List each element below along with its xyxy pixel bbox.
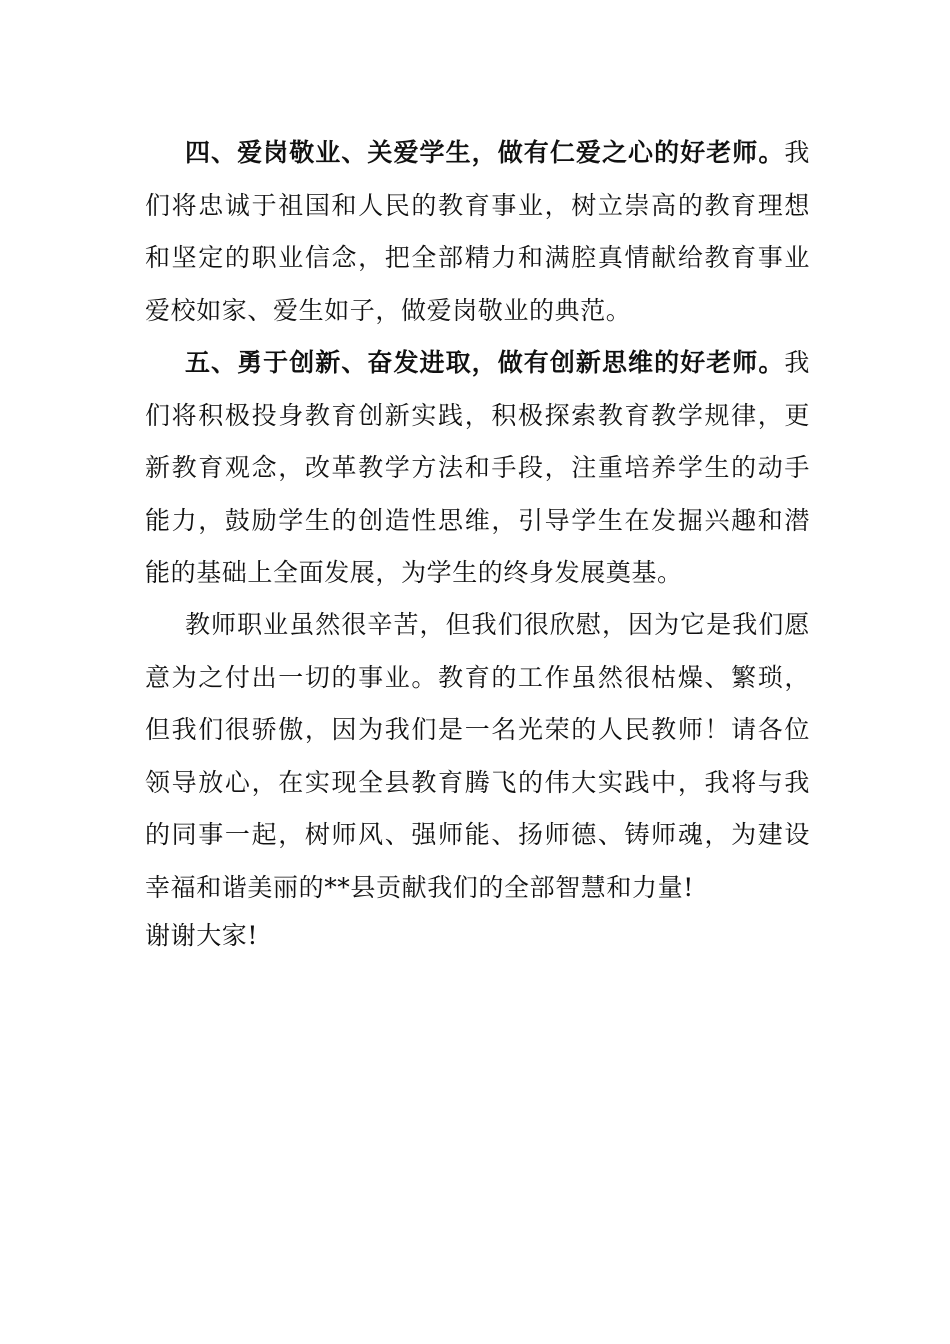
paragraph-body: 我们将忠诚于祖国和人民的教育事业，树立崇高的教育理想和坚定的职业信念，把全部精力和满腔真情献给教育事业爱校如家、爱生如子，做爱岗敬业的典范。 [145,138,810,325]
paragraph-principle-five [145,337,810,600]
paragraph-heading: 五、勇于创新、奋发进取，做有创新思维的好老师。 [185,348,785,377]
paragraph-closing: 教师职业虽然很辛苦，但我们很欣慰，因为它是我们愿意为之付出一切的事业。教育的工作虽然很枯燥、繁琐，但我们很骄傲，因为我们是一名光荣的人民教师！请各位领导放心，在实现全县教育腾飞的伟大实践中，我将与我的同事一起，树师风、强师能、扬师德、铸师魂，为建设幸福和谐美丽的**县贡献我们的全部智慧和力量! [145,610,810,902]
paragraph-heading: 四、爱岗敬业、关爱学生，做有仁爱之心的好老师。 [185,138,785,167]
paragraph-body: 我们将积极投身教育创新实践，积极探索教育教学规律，更新教育观念，改革教学方法和手段，注重培养学生的动手能力，鼓励学生的创造性思维，引导学生在发掘兴趣和潜能的基础上全面发展，为学生的终身发展奠基。 [145,348,810,587]
paragraph-principle-four [145,127,810,337]
paragraph-thanks: 谢谢大家! [145,921,259,950]
